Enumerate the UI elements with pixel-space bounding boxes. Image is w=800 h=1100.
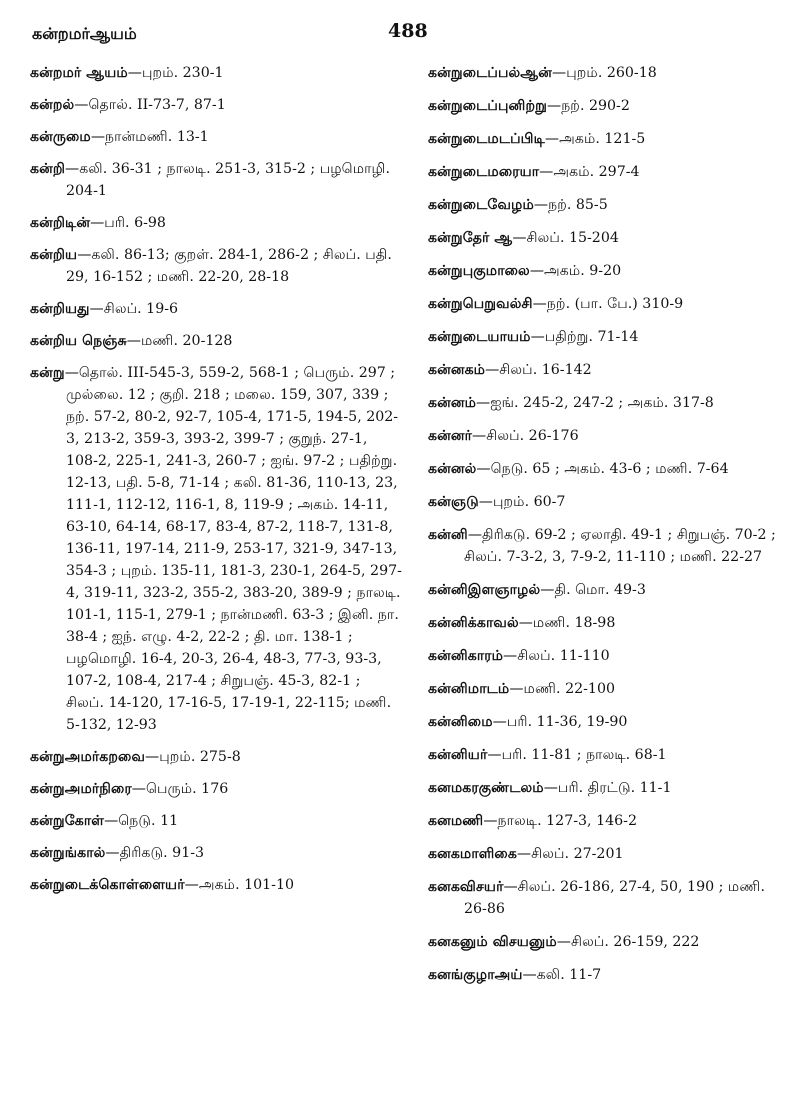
- index-entry: [30, 298, 402, 320]
- entry-references: நற். 290-2: [561, 98, 630, 114]
- entry-headword: கன்றுஅமர்நிரை: [30, 781, 132, 797]
- entry-dash: —: [543, 780, 558, 796]
- entry-dash: —: [540, 582, 555, 598]
- entry-headword: கன்னல்: [428, 461, 477, 477]
- entry-headword: கன்று: [30, 365, 65, 381]
- index-entry: [428, 359, 790, 381]
- entry-headword: கன்னர்: [428, 428, 473, 444]
- entry-references: அகம். 297-4: [553, 164, 640, 180]
- entry-references: நற். 85-5: [548, 197, 608, 213]
- entry-dash: —: [547, 98, 562, 114]
- entry-headword: கன்றியது: [30, 301, 90, 317]
- entry-references: பதிற்று. 71-14: [544, 329, 639, 345]
- index-entry: [30, 212, 402, 234]
- entry-dash: —: [77, 247, 92, 263]
- entry-dash: —: [530, 329, 545, 345]
- entry-references: அகம். 101-10: [198, 877, 295, 893]
- index-entry: [428, 711, 790, 733]
- entry-dash: —: [522, 967, 537, 983]
- entry-headword: கன்றுபுகுமாலை: [428, 263, 530, 279]
- entry-headword: கன்றுடைப்புனிற்று: [428, 98, 548, 114]
- entry-headword: கன்னி: [428, 527, 468, 543]
- right-index-column: [428, 62, 790, 997]
- entry-references: நாலடி. 127-3, 146-2: [497, 813, 637, 829]
- entry-headword: கனகமாளிகை: [428, 846, 517, 862]
- entry-headword: கன்றிய நெஞ்சு: [30, 333, 127, 349]
- entry-dash: —: [556, 934, 571, 950]
- index-entry: [30, 244, 402, 288]
- entry-dash: —: [145, 749, 160, 765]
- index-entry: [428, 293, 790, 315]
- index-entry: [30, 94, 402, 116]
- index-entry: [428, 579, 790, 601]
- index-entry: [428, 392, 790, 414]
- entry-references: தி. மொ. 49-3: [554, 582, 646, 598]
- entry-references: சிலப். 26-176: [486, 428, 579, 444]
- index-entry: [428, 128, 790, 150]
- entry-headword: கன்றுடைப்பல்ஆன்: [428, 65, 553, 81]
- index-entry: [428, 260, 790, 282]
- entry-references: சிலப். 16-142: [499, 362, 592, 378]
- entry-references: புறம். 275-8: [159, 749, 241, 765]
- entry-dash: —: [533, 197, 549, 213]
- entry-references: அகம். 9-20: [544, 263, 622, 279]
- entry-references: நற். (பா. பே.) 310-9: [546, 296, 684, 312]
- entry-dash: —: [532, 296, 547, 312]
- entry-references: சிலப். 26-186, 27-4, 50, 190 ; மணி. 26-86: [464, 879, 765, 917]
- entry-references: பரி. 11-81 ; நாலடி. 68-1: [501, 747, 667, 763]
- entry-dash: —: [503, 879, 518, 895]
- index-entry: [30, 362, 402, 736]
- index-entry: [428, 678, 790, 700]
- index-entry: [428, 964, 790, 986]
- entry-dash: —: [105, 845, 120, 861]
- entry-headword: கன்றிடின்: [30, 215, 91, 231]
- entry-dash: —: [127, 65, 142, 81]
- entry-headword: கன்றிய: [30, 247, 78, 263]
- entry-references: சிலப். 19-6: [103, 301, 179, 317]
- entry-headword: கன்னிமை: [428, 714, 493, 730]
- entry-headword: கன்னியர்: [428, 747, 488, 763]
- entry-references: புறம். 230-1: [141, 65, 224, 81]
- entry-dash: —: [467, 527, 482, 543]
- entry-references: அகம். 121-5: [559, 131, 646, 147]
- index-entry: [30, 874, 402, 896]
- entry-headword: கன்றுடையாயம்: [428, 329, 531, 345]
- entry-dash: —: [90, 129, 106, 145]
- entry-references: நெடு. 65 ; அகம். 43-6 ; மணி. 7-64: [490, 461, 729, 477]
- index-entry: [428, 744, 790, 766]
- entry-headword: கன்ஞடு: [428, 494, 479, 510]
- entry-references: திரிகடு. 91-3: [119, 845, 205, 861]
- entry-headword: கன்னிமாடம்: [428, 681, 510, 697]
- index-entry: [30, 778, 402, 800]
- entry-headword: கன்னிக்காவல்: [428, 615, 519, 631]
- index-entry: [428, 62, 790, 84]
- index-entry: [428, 843, 790, 865]
- entry-references: ஐங். 245-2, 247-2 ; அகம். 317-8: [490, 395, 714, 411]
- index-entry: [428, 194, 790, 216]
- entry-headword: கன்ருமை: [30, 129, 91, 145]
- index-entry: [428, 161, 790, 183]
- entry-dash: —: [503, 648, 518, 664]
- entry-headword: கன்னம்: [428, 395, 477, 411]
- entry-headword: கன்றுடைமடப்பிடி: [428, 131, 545, 147]
- left-index-column: [30, 62, 402, 906]
- entry-references: பரி. 6-98: [104, 215, 166, 231]
- index-entry: [30, 810, 402, 832]
- entry-dash: —: [478, 494, 493, 510]
- entry-references: புறம். 260-18: [566, 65, 657, 81]
- index-entry: [428, 95, 790, 117]
- entry-dash: —: [476, 461, 491, 477]
- entry-headword: கனகவிசயர்: [428, 879, 504, 895]
- entry-dash: —: [492, 714, 507, 730]
- entry-headword: கனமணி: [428, 813, 484, 829]
- entry-headword: கன்னகம்: [428, 362, 486, 378]
- index-entry: [30, 330, 402, 352]
- entry-references: மணி. 20-128: [140, 333, 233, 349]
- entry-dash: —: [487, 747, 502, 763]
- entry-references: கலி. 11-7: [536, 967, 602, 983]
- entry-headword: கன்றுதேர் ஆ: [428, 230, 513, 246]
- entry-headword: கன்றுடைக்கொள்ளையர்: [30, 877, 185, 893]
- entry-dash: —: [512, 230, 527, 246]
- entry-references: மணி. 22-100: [523, 681, 615, 697]
- entry-headword: கன்றுடைமரையா: [428, 164, 540, 180]
- running-head: கன்றமர்ஆயம்: [32, 24, 137, 43]
- entry-dash: —: [472, 428, 487, 444]
- entry-references: கலி. 86-13; குறள். 284-1, 286-2 ; சிலப். பதி. 29, 16-152 ; மணி. 22-20, 28-18: [66, 247, 392, 285]
- entry-references: தொல். III-545-3, 559-2, 568-1 ; பெரும். 297 ; முல்லை. 12 ; குறி. 218 ; மலை. 159, 307, 339 ; நற். 57-2, 80-2, 92-7, 105-4, 171-5, 194-5, 202-3, 213-2, 359-3, 393-2, 399-7 ; குறுந். 27-1, 108-2, 225-1, 241-3, 260-7 ; ஐங். 97-2 ; பதிற்று. 12-13, பதி. 5-8, 71-14 ; கலி. 81-36, 110-13, 23, 111-1, 112-12, 116-1, 8, 119-9 ; அகம். 14-11, 63-10, 64-14, 68-17, 83-4, 87-2, 118-7, 131-8, 136-11, 197-14, 211-9, 253-17, 321-9, 347-13, 354-3 ; புறம். 135-11, 181-3, 230-1, 264-5, 297-4, 319-11, 323-2, 355-2, 383-20, 389-9 ; நாலடி. 101-1, 115-1, 279-1 ; நான்மணி. 63-3 ; இனி. நா. 38-4 ; ஐந். எழு. 4-2, 22-2 ; தி. மா. 138-1 ; பழமொழி. 16-4, 20-3, 26-4, 48-3, 77-3, 93-3, 107-2, 108-4, 217-4 ; சிறுபஞ். 45-3, 82-1 ; சிலப். 14-120, 17-16-5, 17-19-1, 22-115; மணி. 5-132, 12-93: [66, 365, 402, 733]
- index-entry: [30, 842, 402, 864]
- entry-references: நான்மணி. 13-1: [105, 129, 209, 145]
- index-entry: [428, 810, 790, 832]
- entry-dash: —: [539, 164, 554, 180]
- entry-dash: —: [544, 131, 560, 147]
- entry-dash: —: [509, 681, 524, 697]
- entry-references: புறம். 60-7: [492, 494, 566, 510]
- entry-dash: —: [64, 365, 79, 381]
- entry-headword: கன்றுடைவேழம்: [428, 197, 534, 213]
- index-entry: [30, 62, 402, 84]
- index-entry: [428, 458, 790, 480]
- index-entry: [30, 158, 402, 202]
- entry-dash: —: [131, 781, 146, 797]
- entry-headword: கன்றுகோள்: [30, 813, 105, 829]
- entry-headword: கனமகரகுண்டலம்: [428, 780, 544, 796]
- index-entry: [428, 491, 790, 513]
- index-entry: [30, 126, 402, 148]
- entry-dash: —: [90, 215, 105, 231]
- entry-headword: கன்றுங்கால்: [30, 845, 106, 861]
- index-entry: [428, 645, 790, 667]
- entry-references: கலி. 36-31 ; நாலடி. 251-3, 315-2 ; பழமொழி. 204-1: [66, 161, 391, 199]
- entry-headword: கன்னிகாரம்: [428, 648, 504, 664]
- index-entry: [428, 524, 790, 568]
- entry-dash: —: [89, 301, 104, 317]
- entry-dash: —: [104, 813, 119, 829]
- index-entry: [428, 425, 790, 447]
- index-entry: [30, 746, 402, 768]
- entry-headword: கன்றல்: [30, 97, 75, 113]
- entry-references: பெரும். 176: [145, 781, 229, 797]
- entry-dash: —: [552, 65, 567, 81]
- entry-dash: —: [485, 362, 500, 378]
- index-entry: [428, 876, 790, 920]
- entry-dash: —: [65, 161, 80, 177]
- index-entry: [428, 612, 790, 634]
- entry-references: சிலப். 27-201: [531, 846, 624, 862]
- entry-references: பரி. திரட்டு. 11-1: [557, 780, 672, 796]
- entry-dash: —: [74, 97, 89, 113]
- index-entry: [428, 931, 790, 953]
- index-entry: [428, 227, 790, 249]
- entry-headword: கன்றுபெறுவல்சி: [428, 296, 533, 312]
- entry-dash: —: [516, 846, 532, 862]
- index-entry: [428, 326, 790, 348]
- index-entry: [428, 777, 790, 799]
- entry-headword: கன்றி: [30, 161, 66, 177]
- entry-references: தொல். II-73-7, 87-1: [88, 97, 226, 113]
- entry-references: சிலப். 15-204: [526, 230, 619, 246]
- entry-dash: —: [184, 877, 199, 893]
- entry-headword: கனங்குழாஅய்: [428, 967, 523, 983]
- entry-references: நெடு. 11: [118, 813, 179, 829]
- entry-dash: —: [483, 813, 498, 829]
- entry-dash: —: [126, 333, 141, 349]
- entry-headword: கன்றுஅமர்கறவை: [30, 749, 146, 765]
- entry-dash: —: [529, 263, 544, 279]
- entry-headword: கன்றமர் ஆயம்: [30, 65, 128, 81]
- entry-references: மணி. 18-98: [532, 615, 616, 631]
- entry-references: சிலப். 11-110: [517, 648, 610, 664]
- entry-headword: கன்னிஇளஞாழல்: [428, 582, 541, 598]
- page-number: 488: [388, 20, 428, 42]
- entry-headword: கனகனும் விசயனும்: [428, 934, 557, 950]
- entry-references: சிலப். 26-159, 222: [570, 934, 700, 950]
- entry-references: திரிகடு. 69-2 ; ஏலாதி. 49-1 ; சிறுபஞ். 70-2 ; சிலப். 7-3-2, 3, 7-9-2, 11-110 ; மணி. 22-27: [464, 527, 776, 565]
- entry-references: பரி. 11-36, 19-90: [506, 714, 628, 730]
- entry-dash: —: [518, 615, 533, 631]
- entry-dash: —: [476, 395, 491, 411]
